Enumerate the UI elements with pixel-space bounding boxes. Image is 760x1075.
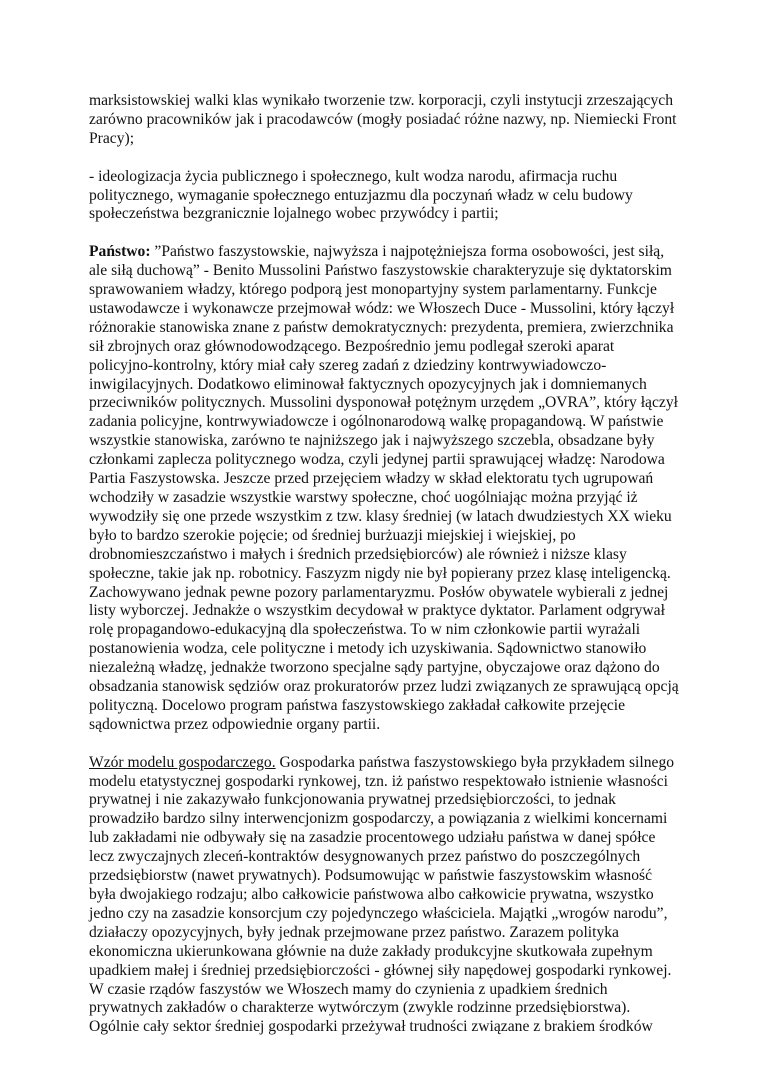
paragraph-economy-body: Gospodarka państwa faszystowskiego była przykładem silnego modelu etatystycznej gospodarki rynkowej, tzn. iż państwo respektowało istnienie własności prywatnej i nie zakazywało funkcjonowania prywatnej przedsiębiorczości, to jednak prowadziło bardzo silny interwencjonizm gospodarczy, a powiązania z wielkimi koncernami lub zakładami nie odbywały się na zasadzie procentowego udziału państwa w danej spółce lecz zwyczajnych zleceń-kontraktów desygnowanych przez państwo do poszczególnych przedsiębiorstw (nawet prywatnych). Podsumowując w państwie faszystowskim własność była dwojakiego rodzaju; albo całkowicie państwowa albo całkowicie prywatna, wszystko jedno czy na zasadzie konsorcjum czy pojedynczego właściciela. Majątki „wrogów narodu”, działaczy opozycyjnych, były jednak przejmowane przez państwo. Zarazem polityka ekonomiczna ukierunkowana głównie na duże zakłady produkcyjne skutkowała zupełnym upadkiem małej i średniej przedsiębiorczości - głównej siły napędowej gospodarki rynkowej. W czasie rządów faszystów we Włoszech mamy do czynienia z upadkiem średnich prywatnych zakładów o charakterze wytwórczym (zwykle rodzinne przedsiębiorstwa). Ogólnie cały sektor średniej gospodarki przeżywał trudności związane z brakiem środków	[89, 753, 675, 1036]
paragraph-economy	[89, 754, 681, 1038]
section-heading-economy: Wzór modelu gospodarczego.	[89, 753, 276, 771]
paragraph-ideologization: - ideologizacja życia publicznego i społecznego, kult wodza narodu, afirmacja ruchu politycznego, wymaganie społecznego entuzjazmu dla poczynań władz w celu budowy społeczeństwa bezgranicznie lojalnego wobec przywódcy i partii;	[89, 167, 633, 223]
paragraph-state-body: ”Państwo faszystowskie, najwyższa i najpotężniejsza forma osobowości, jest siłą, ale siłą duchową” - Benito Mussolini Państwo faszystowskie charakteryzuje się dyktatorskim sprawowaniem władzy, którego podporą jest monopartyjny system parlamentarny. Funkcje ustawodawcze i wykonawcze przejmował wódz: we Włoszech Duce - Mussolini, który łączył różnorakie stanowiska znane z państw demokratycznych: prezydenta, premiera, zwierzchnika sił zbrojnych oraz głównodowodzącego. Bezpośrednio jemu podlegał szeroki aparat policyjno-kontrolny, który miał cały szereg zadań z dziedziny kontrwywiadowczo-inwigilacyjnych. Dodatkowo eliminował faktycznych opozycyjnych jak i domniemanych przeciwników politycznych. Mussolini dysponował potężnym urzędem „OVRA”, który łączył zadania policyjne, kontrwywiadowcze i ogólnonarodową walkę propagandową. W państwie wszystkie stanowiska, zarówno te najniższego jak i najwyższego szczebla, obsadzane były członkami zaplecza politycznego wodza, czyli jedynej partii sprawującej władzę: Narodowa Partia Faszystowska. Jeszcze przed przejęciem władzy w skład elektoratu tych ugrupowań wchodziły w zasadzie wszystkie warstwy społeczne, choć uogólniając można przyjąć iż wywodziły się one przede wszystkim z tzw. klasy średniej (w latach dwudziestych XX wieku było to bardzo szerokie pojęcie; od średniej burżuazji miejskiej i wiejskiej, po drobnomieszczaństwo i małych i średnich przedsiębiorców) ale również i niższe klasy społeczne, takie jak np. robotnicy. Faszyzm nigdy nie był popierany przez klasę inteligencką. Zachowywano jednak pewne pozory parlamentaryzmu. Posłów obywatele wybierali z jednej listy wyborczej. Jednakże o wszystkim decydował w praktyce dyktator. Parlament odgrywał rolę propagandowo-edukacyjną dla społeczeństwa. To w nim członkowie partii wyrażali postanowienia wodza, cele polityczne i metody ich uzyskiwania. Sądownictwo stanowiło niezależną władzę, jednakże tworzono specjalne sądy partyjne, obyczajowe oraz dążono do obsadzania stanowisk sędziów oraz prokuratorów przez ludzi związanych ze sprawującą opcją polityczną. Docelowo program państwa faszystowskiego zakładał całkowite przejęcie sądownictwa przez odpowiednie organy partii.	[89, 243, 679, 733]
section-heading-state: Państwo:	[89, 243, 151, 261]
paragraph-corporations: marksistowskiej walki klas wynikało tworzenie tzw. korporacji, czyli instytucji zrzeszających zarówno pracowników jak i pracodawców (mogły posiadać różne nazwy, np. Niemiecki Front Pracy);	[89, 92, 677, 147]
document-page	[89, 92, 681, 1056]
paragraph-state	[89, 243, 681, 735]
